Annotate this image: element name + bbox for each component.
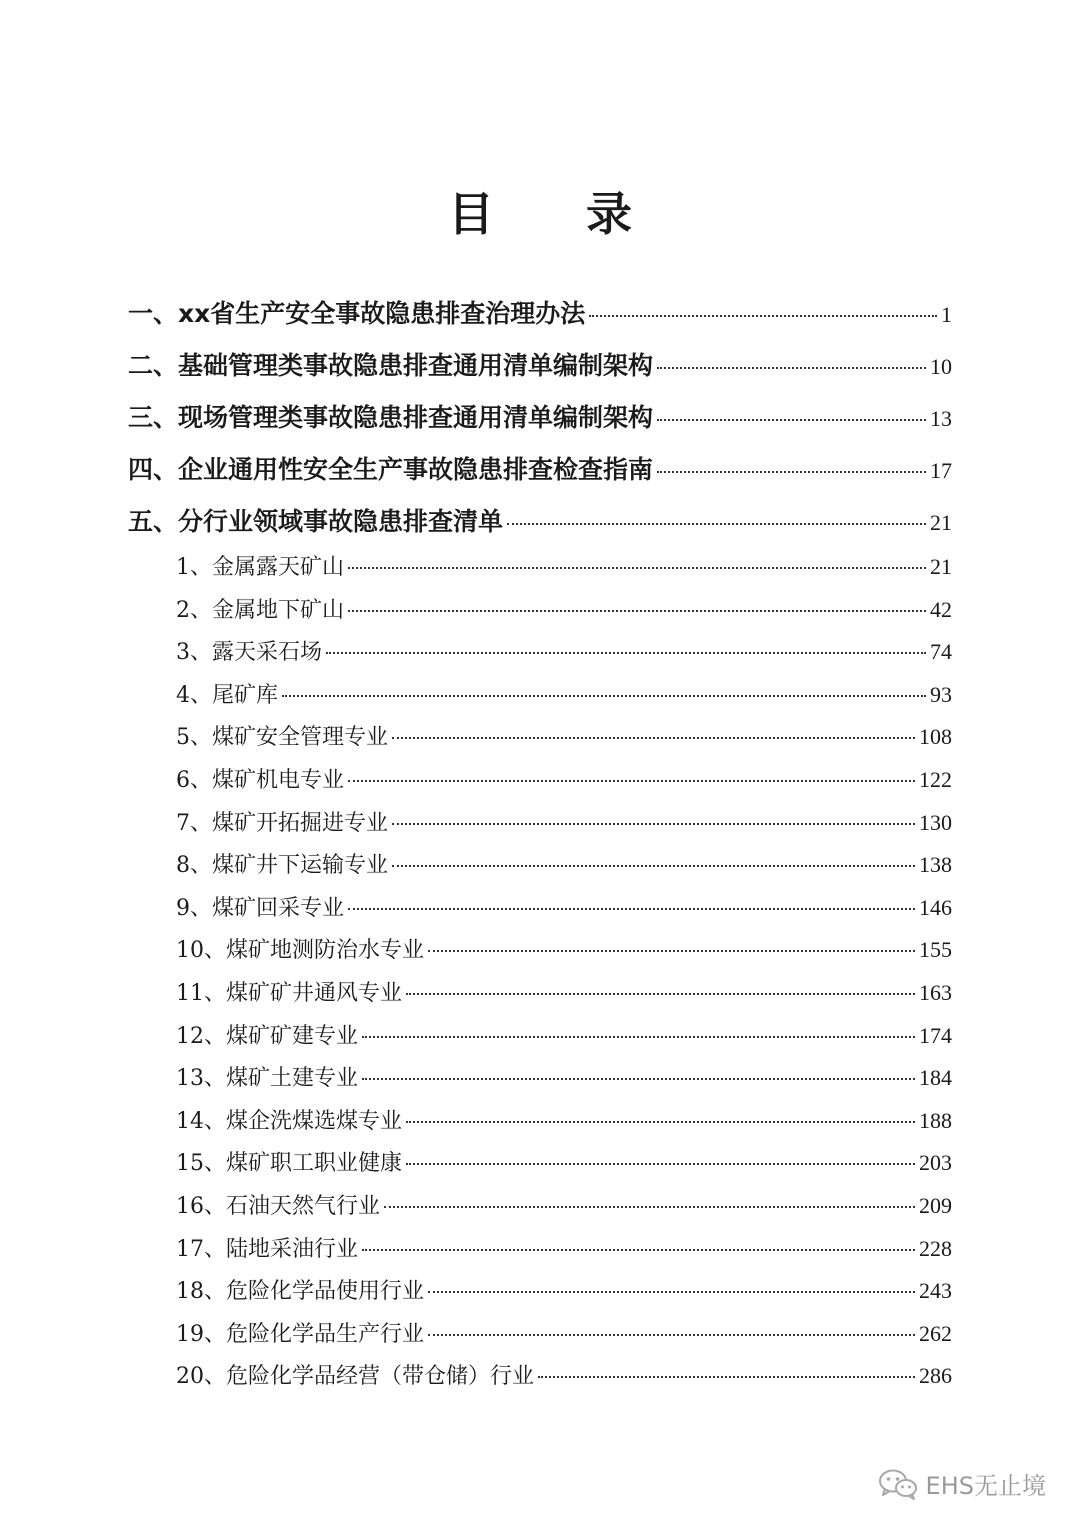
toc-leader-dots bbox=[428, 1334, 915, 1336]
toc-page-number: 93 bbox=[930, 682, 952, 707]
toc-item[interactable] bbox=[176, 805, 952, 841]
toc-section[interactable] bbox=[128, 502, 952, 542]
toc-page-number: 174 bbox=[919, 1023, 952, 1048]
toc-leader-dots bbox=[538, 1376, 915, 1378]
toc-item[interactable] bbox=[176, 1358, 952, 1394]
toc-page-number: 163 bbox=[919, 980, 952, 1005]
toc-item[interactable] bbox=[176, 1145, 952, 1181]
toc-label: 4、尾矿库 bbox=[176, 683, 278, 708]
toc-label: 16、石油天然气行业 bbox=[176, 1194, 380, 1219]
toc-leader-dots bbox=[657, 367, 926, 369]
toc-leader-dots bbox=[362, 1078, 915, 1080]
toc-item[interactable] bbox=[176, 847, 952, 883]
toc-page-number: 1 bbox=[941, 302, 952, 327]
toc-page-number: 209 bbox=[919, 1193, 952, 1218]
toc-page-number: 138 bbox=[919, 852, 952, 877]
toc-item[interactable] bbox=[176, 762, 952, 798]
toc-label: 20、危险化学品经营（带仓储）行业 bbox=[176, 1364, 534, 1389]
toc-section[interactable] bbox=[128, 294, 952, 334]
toc-page-number: 155 bbox=[919, 937, 952, 962]
toc-page-number: 203 bbox=[919, 1150, 952, 1175]
toc-page-number: 13 bbox=[930, 406, 952, 431]
toc-page-number: 42 bbox=[930, 597, 952, 622]
watermark-text: EHS无止境 bbox=[925, 1472, 1046, 1500]
toc-leader-dots bbox=[507, 523, 926, 525]
toc-leader-dots bbox=[406, 1163, 915, 1165]
toc-item[interactable] bbox=[176, 719, 952, 755]
toc-leader-dots bbox=[282, 695, 926, 697]
toc-leader-dots bbox=[326, 652, 926, 654]
toc-leader-dots bbox=[428, 1291, 915, 1293]
toc-label: 2、金属地下矿山 bbox=[176, 598, 344, 623]
toc-page-number: 243 bbox=[919, 1278, 952, 1303]
toc-label: 7、煤矿开拓掘进专业 bbox=[176, 811, 388, 836]
toc-page-number: 184 bbox=[919, 1065, 952, 1090]
toc-label: 9、煤矿回采专业 bbox=[176, 896, 344, 921]
toc-item[interactable] bbox=[176, 677, 952, 713]
toc-page-number: 286 bbox=[919, 1363, 952, 1388]
toc-label: 5、煤矿安全管理专业 bbox=[176, 725, 388, 750]
toc-item[interactable] bbox=[176, 1273, 952, 1309]
toc-page-number: 21 bbox=[930, 554, 952, 579]
toc-leader-dots bbox=[392, 823, 915, 825]
toc-item[interactable] bbox=[176, 549, 952, 585]
toc-label: 10、煤矿地测防治水专业 bbox=[176, 938, 424, 963]
toc-page-number: 130 bbox=[919, 810, 952, 835]
toc-page-number: 10 bbox=[930, 354, 952, 379]
toc-label: 17、陆地采油行业 bbox=[176, 1237, 358, 1262]
toc-leader-dots bbox=[362, 1249, 915, 1251]
toc-leader-dots bbox=[348, 780, 915, 782]
toc-label: 一、xx省生产安全事故隐患排查治理办法 bbox=[128, 299, 586, 328]
toc-leader-dots bbox=[406, 993, 915, 995]
toc-page-number: 108 bbox=[919, 724, 952, 749]
toc-label: 19、危险化学品生产行业 bbox=[176, 1322, 424, 1347]
toc-label: 12、煤矿矿建专业 bbox=[176, 1024, 358, 1049]
toc-item[interactable] bbox=[176, 890, 952, 926]
toc-section[interactable] bbox=[128, 398, 952, 438]
toc-section[interactable] bbox=[128, 450, 952, 490]
toc-leader-dots bbox=[428, 950, 915, 952]
toc-label: 8、煤矿井下运输专业 bbox=[176, 853, 388, 878]
toc-page-number: 21 bbox=[930, 510, 952, 535]
toc-leader-dots bbox=[589, 315, 937, 317]
toc-page-number: 122 bbox=[919, 767, 952, 792]
toc-item[interactable] bbox=[176, 1316, 952, 1352]
toc-page-number: 146 bbox=[919, 895, 952, 920]
toc-label: 15、煤矿职工职业健康 bbox=[176, 1151, 402, 1176]
toc-item[interactable] bbox=[176, 1060, 952, 1096]
toc-item[interactable] bbox=[176, 1231, 952, 1267]
toc-leader-dots bbox=[406, 1121, 915, 1123]
toc-label: 3、露天采石场 bbox=[176, 640, 322, 665]
toc-label: 五、分行业领域事故隐患排查清单 bbox=[128, 507, 504, 536]
toc-leader-dots bbox=[392, 737, 915, 739]
toc-label: 14、煤企洗煤选煤专业 bbox=[176, 1109, 402, 1134]
toc-item[interactable] bbox=[176, 1018, 952, 1054]
toc-page-number: 17 bbox=[930, 458, 952, 483]
toc-leader-dots bbox=[348, 908, 915, 910]
toc-leader-dots bbox=[348, 610, 926, 612]
wechat-icon bbox=[878, 1468, 918, 1500]
toc-page-number: 74 bbox=[930, 639, 952, 664]
toc-page-number: 188 bbox=[919, 1108, 952, 1133]
toc-label: 四、企业通用性安全生产事故隐患排查检查指南 bbox=[128, 455, 654, 484]
toc-label: 11、煤矿矿井通风专业 bbox=[176, 981, 402, 1006]
toc-leader-dots bbox=[362, 1036, 915, 1038]
toc-leader-dots bbox=[384, 1206, 915, 1208]
toc-section[interactable] bbox=[128, 346, 952, 386]
page-title: 目 录 bbox=[447, 187, 670, 241]
toc-label: 二、基础管理类事故隐患排查通用清单编制架构 bbox=[128, 351, 654, 380]
toc-leader-dots bbox=[392, 865, 915, 867]
toc-label: 三、现场管理类事故隐患排查通用清单编制架构 bbox=[128, 403, 654, 432]
toc-item[interactable] bbox=[176, 975, 952, 1011]
toc-label: 18、危险化学品使用行业 bbox=[176, 1279, 424, 1304]
toc-label: 13、煤矿土建专业 bbox=[176, 1066, 358, 1091]
toc-item[interactable] bbox=[176, 634, 952, 670]
watermark bbox=[878, 1466, 1046, 1501]
toc-item[interactable] bbox=[176, 1103, 952, 1139]
toc-page-number: 262 bbox=[919, 1321, 952, 1346]
toc-leader-dots bbox=[657, 471, 926, 473]
toc-item[interactable] bbox=[176, 932, 952, 968]
toc-label: 1、金属露天矿山 bbox=[176, 555, 344, 580]
toc-leader-dots bbox=[657, 419, 926, 421]
toc-item[interactable] bbox=[176, 592, 952, 628]
toc-item[interactable] bbox=[176, 1188, 952, 1224]
toc-leader-dots bbox=[348, 567, 926, 569]
toc-label: 6、煤矿机电专业 bbox=[176, 768, 344, 793]
toc-page-number: 228 bbox=[919, 1236, 952, 1261]
